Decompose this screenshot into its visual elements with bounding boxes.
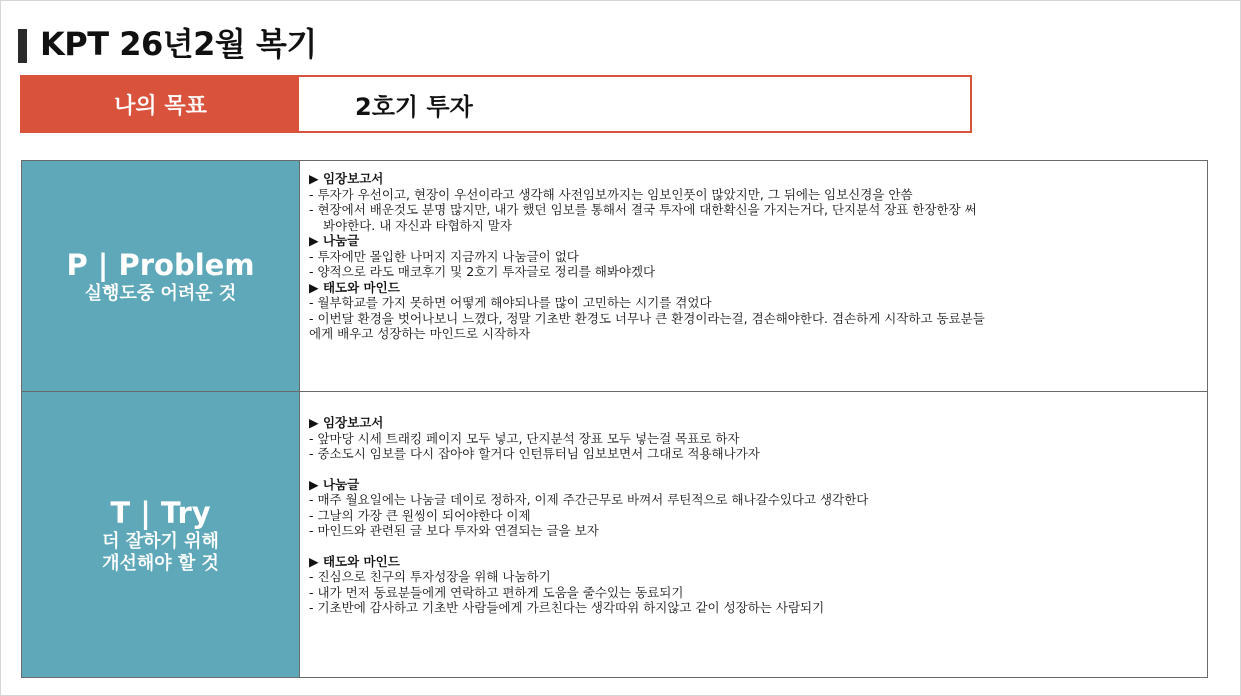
try-heading: T | Try [110, 495, 211, 530]
spacer [309, 539, 1195, 554]
try-section-title: ▶ 나눔글 [309, 476, 360, 492]
try-line: - 기초반에 감사하고 기초반 사람들에게 가르친다는 생각따위 하지않고 같이 성장하는 사람되기 [309, 600, 825, 615]
spacer [309, 462, 1195, 477]
try-header-cell [22, 392, 300, 677]
try-subheading-1: 더 잘하기 위해 [102, 530, 219, 552]
problem-line: - 양적으로 라도 매코후기 및 2호기 투자글로 정리를 해봐야겠다 [309, 264, 656, 279]
try-line: - 중소도시 임보를 다시 잡아야 할거다 인턴튜터님 임보보면서 그대로 적용해나가자 [309, 446, 760, 461]
problem-row [22, 161, 1207, 392]
problem-line: 봐야한다. 내 자신과 타협하지 말자 [323, 217, 512, 233]
problem-line: - 투자가 우선이고, 현장이 우선이라고 생각해 사전임보까지는 임보인풋이 많았지만, 그 뒤에는 임보신경을 안씀 [309, 186, 913, 202]
try-section-title: ▶ 임장보고서 [309, 415, 384, 430]
kpt-table [21, 160, 1208, 678]
problem-line: 에게 배우고 성장하는 마인드로 시작하자 [309, 326, 531, 341]
page-title: KPT 26년2월 복기 [40, 25, 317, 63]
problem-line: - 투자에만 몰입한 나머지 지금까지 나눔글이 없다 [309, 248, 579, 264]
problem-line: - 월부학교를 가지 못하면 어떻게 해야되나를 많이 고민하는 시기를 겪었다 [309, 295, 712, 310]
try-line: - 마인드와 관련된 글 보다 투자와 연결되는 글을 보자 [309, 523, 599, 538]
goal-box [20, 75, 972, 133]
goal-value: 2호기 투자 [355, 92, 473, 121]
try-section-title: ▶ 태도와 마인드 [309, 553, 400, 569]
try-line: - 그날의 가장 큰 원씽이 되어야한다 이제 [309, 507, 531, 523]
problem-line: - 이번달 환경을 벗어나보니 느꼈다, 정말 기초반 환경도 너무나 큰 환경이라는걸, 겸손해야한다. 겸손하게 시작하고 동료분들 [309, 310, 985, 326]
try-line: - 매주 월요일에는 나눔글 데이로 정하자, 이제 주간근무로 바껴서 루틴적으로 해나갈수있다고 생각한다 [309, 492, 869, 507]
problem-subheading: 실행도중 어려운 것 [84, 283, 237, 304]
problem-line: - 현장에서 배운것도 분명 많지만, 내가 했던 임보를 통해서 결국 투자에 대한확신을 가지는거다, 단지분석 장표 한장한장 써 [309, 202, 977, 217]
problem-section-title: ▶ 임장보고서 [309, 171, 384, 186]
try-subheading-2: 개선해야 할 것 [102, 552, 219, 574]
try-line: - 진심으로 친구의 투자성장을 위해 나눔하기 [309, 569, 551, 584]
try-content [300, 392, 1207, 677]
try-line: - 내가 먼저 동료분들에게 연락하고 편하게 도움을 줄수있는 동료되기 [309, 584, 684, 600]
problem-content [300, 161, 1207, 391]
problem-heading: P | Problem [66, 248, 255, 282]
try-line: - 앞마당 시세 트래킹 페이지 모두 넣고, 단지분석 장표 모두 넣는걸 목표로 하자 [309, 430, 740, 446]
title-accent-bar [18, 29, 27, 63]
problem-section-title: ▶ 나눔글 [309, 233, 360, 248]
try-row [22, 392, 1207, 677]
goal-label: 나의 목표 [22, 77, 299, 131]
problem-header-cell [22, 161, 300, 391]
problem-section-title: ▶ 태도와 마인드 [309, 279, 400, 295]
